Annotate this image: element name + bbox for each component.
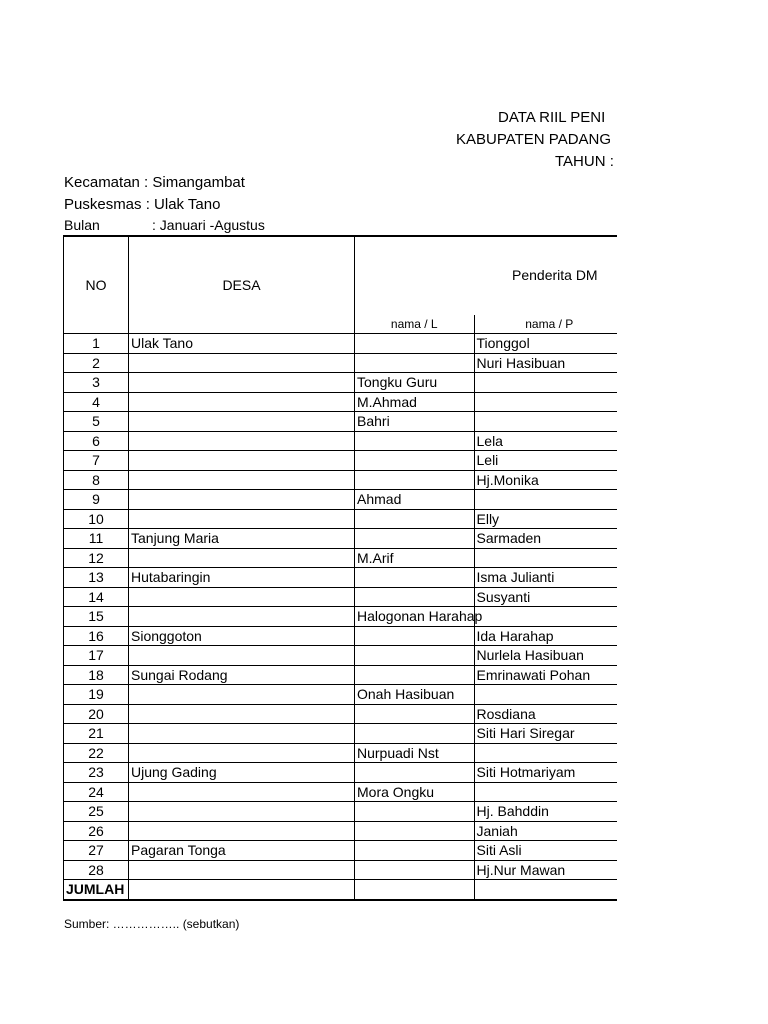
cell-nama-l: Nurpuadi Nst (355, 743, 475, 763)
cell-desa (129, 821, 355, 841)
cell-nama-l (355, 431, 475, 451)
cell-nama-p: Tionggol (474, 334, 617, 354)
table-row (64, 470, 618, 490)
cell-desa (129, 431, 355, 451)
cell-desa (129, 587, 355, 607)
cell-nama-p: Hj.Nur Mawan (474, 860, 617, 880)
cell-nama-p: Lela (474, 431, 617, 451)
table-row (64, 451, 618, 471)
cell-nama-l (355, 724, 475, 744)
header-group-cell-right (474, 236, 617, 315)
total-cell (474, 880, 617, 900)
cell-nama-p: Siti Hari Siregar (474, 724, 617, 744)
cell-no: 12 (64, 548, 129, 568)
cell-no: 20 (64, 704, 129, 724)
cell-desa (129, 782, 355, 802)
table-row (64, 529, 618, 549)
total-row (64, 880, 618, 900)
cell-nama-l (355, 860, 475, 880)
table-row (64, 353, 618, 373)
table-row (64, 373, 618, 393)
cell-nama-p (474, 548, 617, 568)
cell-nama-l (355, 334, 475, 354)
cell-no: 14 (64, 587, 129, 607)
table-row (64, 626, 618, 646)
table-body (64, 334, 618, 900)
cell-no: 4 (64, 392, 129, 412)
bulan-value: : Januari -Agustus (152, 217, 265, 233)
cell-nama-p: Isma Julianti (474, 568, 617, 588)
cell-no: 24 (64, 782, 129, 802)
cell-nama-l (355, 763, 475, 783)
cell-nama-l (355, 646, 475, 666)
header-nama-p: nama / P (474, 315, 617, 334)
cell-nama-p: Sarmaden (474, 529, 617, 549)
cell-nama-p (474, 490, 617, 510)
cell-desa (129, 724, 355, 744)
cell-nama-l (355, 802, 475, 822)
cell-no: 15 (64, 607, 129, 627)
cell-nama-p (474, 685, 617, 705)
table-row (64, 704, 618, 724)
cell-nama-l: Bahri (355, 412, 475, 432)
cell-nama-p: Leli (474, 451, 617, 471)
cell-desa: Hutabaringin (129, 568, 355, 588)
cell-nama-l (355, 568, 475, 588)
cell-nama-l (355, 353, 475, 373)
cell-desa (129, 412, 355, 432)
cell-no: 11 (64, 529, 129, 549)
cell-nama-l: M.Ahmad (355, 392, 475, 412)
cell-nama-p: Hj.Monika (474, 470, 617, 490)
cell-no: 3 (64, 373, 129, 393)
table-row (64, 724, 618, 744)
cell-nama-l (355, 821, 475, 841)
header-group-cell (355, 236, 475, 315)
cell-nama-l: Mora Ongku (355, 782, 475, 802)
total-cell (355, 880, 475, 900)
cell-desa (129, 548, 355, 568)
table-row (64, 743, 618, 763)
total-cell (129, 880, 355, 900)
table-row (64, 802, 618, 822)
cell-no: 21 (64, 724, 129, 744)
table-row (64, 587, 618, 607)
cell-nama-p (474, 607, 617, 627)
cell-desa (129, 470, 355, 490)
cell-nama-l (355, 470, 475, 490)
cell-desa (129, 353, 355, 373)
report-title: DATA RIIL PENI (498, 109, 606, 126)
cell-nama-p: Nuri Hasibuan (474, 353, 617, 373)
cell-nama-l (355, 665, 475, 685)
bulan-label: Bulan (64, 217, 100, 233)
kecamatan-label: Kecamatan : Simangambat (64, 174, 245, 191)
cell-nama-p: Nurlela Hasibuan (474, 646, 617, 666)
table-row (64, 412, 618, 432)
cell-desa: Sungai Rodang (129, 665, 355, 685)
cell-nama-p: Janiah (474, 821, 617, 841)
cell-no: 23 (64, 763, 129, 783)
report-kabupaten: KABUPATEN PADANG (456, 131, 612, 148)
cell-nama-p (474, 782, 617, 802)
table-row (64, 665, 618, 685)
cell-nama-l (355, 841, 475, 861)
cell-nama-l: Ahmad (355, 490, 475, 510)
cell-desa (129, 646, 355, 666)
total-label: JUMLAH (64, 880, 129, 900)
cell-desa: Sionggoton (129, 626, 355, 646)
cell-no: 10 (64, 509, 129, 529)
cell-no: 25 (64, 802, 129, 822)
table-row (64, 685, 618, 705)
puskesmas-label: Puskesmas : Ulak Tano (64, 196, 221, 213)
table-header-row (64, 236, 618, 315)
cell-no: 22 (64, 743, 129, 763)
table-row (64, 763, 618, 783)
cell-desa (129, 860, 355, 880)
cell-nama-p: Hj. Bahddin (474, 802, 617, 822)
cell-desa: Pagaran Tonga (129, 841, 355, 861)
table-row (64, 334, 618, 354)
cell-desa (129, 490, 355, 510)
cell-no: 19 (64, 685, 129, 705)
cell-desa (129, 392, 355, 412)
cell-nama-l: Onah Hasibuan (355, 685, 475, 705)
table-row (64, 607, 618, 627)
cell-desa: Tanjung Maria (129, 529, 355, 549)
cell-nama-l (355, 626, 475, 646)
table-row (64, 568, 618, 588)
cell-nama-p: Emrinawati Pohan (474, 665, 617, 685)
header-penderita-dm: Penderita DM (512, 267, 598, 283)
cell-nama-p: Elly (474, 509, 617, 529)
cell-nama-l: M.Arif (355, 548, 475, 568)
cell-no: 18 (64, 665, 129, 685)
cell-no: 7 (64, 451, 129, 471)
cell-nama-l (355, 704, 475, 724)
cell-no: 8 (64, 470, 129, 490)
header-desa: DESA (129, 236, 355, 334)
cell-nama-p: Susyanti (474, 587, 617, 607)
cell-no: 28 (64, 860, 129, 880)
cell-no: 17 (64, 646, 129, 666)
cell-desa (129, 685, 355, 705)
cell-desa (129, 704, 355, 724)
cell-desa (129, 607, 355, 627)
cell-no: 6 (64, 431, 129, 451)
table-row (64, 860, 618, 880)
cell-nama-l (355, 587, 475, 607)
report-tahun: TAHUN : (555, 153, 614, 170)
cell-no: 27 (64, 841, 129, 861)
cell-nama-p: Rosdiana (474, 704, 617, 724)
cell-desa (129, 373, 355, 393)
cell-desa (129, 802, 355, 822)
table-row (64, 821, 618, 841)
table-row (64, 509, 618, 529)
cell-nama-l: Tongku Guru (355, 373, 475, 393)
cell-no: 26 (64, 821, 129, 841)
header-nama-l: nama / L (355, 315, 475, 334)
cell-nama-p (474, 743, 617, 763)
cell-nama-l (355, 451, 475, 471)
cell-nama-p: Ida Harahap (474, 626, 617, 646)
cell-desa: Ujung Gading (129, 763, 355, 783)
cell-nama-l (355, 509, 475, 529)
cell-nama-p: Siti Hotmariyam (474, 763, 617, 783)
cell-nama-p: Siti Asli (474, 841, 617, 861)
cell-desa (129, 509, 355, 529)
cell-no: 1 (64, 334, 129, 354)
cell-no: 9 (64, 490, 129, 510)
table-row (64, 431, 618, 451)
cell-nama-p (474, 373, 617, 393)
cell-nama-p (474, 392, 617, 412)
table-row (64, 782, 618, 802)
table-row (64, 548, 618, 568)
table-row (64, 646, 618, 666)
cell-desa (129, 743, 355, 763)
patient-table (63, 235, 617, 901)
cell-no: 5 (64, 412, 129, 432)
table-row (64, 490, 618, 510)
source-note: Sumber: …………….. (sebutkan) (64, 917, 240, 931)
cell-no: 16 (64, 626, 129, 646)
cell-nama-p (474, 412, 617, 432)
cell-nama-l (355, 529, 475, 549)
cell-no: 13 (64, 568, 129, 588)
cell-nama-l: Halogonan Harahap (355, 607, 475, 627)
cell-desa: Ulak Tano (129, 334, 355, 354)
cell-no: 2 (64, 353, 129, 373)
table-row (64, 392, 618, 412)
header-no: NO (64, 236, 129, 334)
cell-desa (129, 451, 355, 471)
table-row (64, 841, 618, 861)
